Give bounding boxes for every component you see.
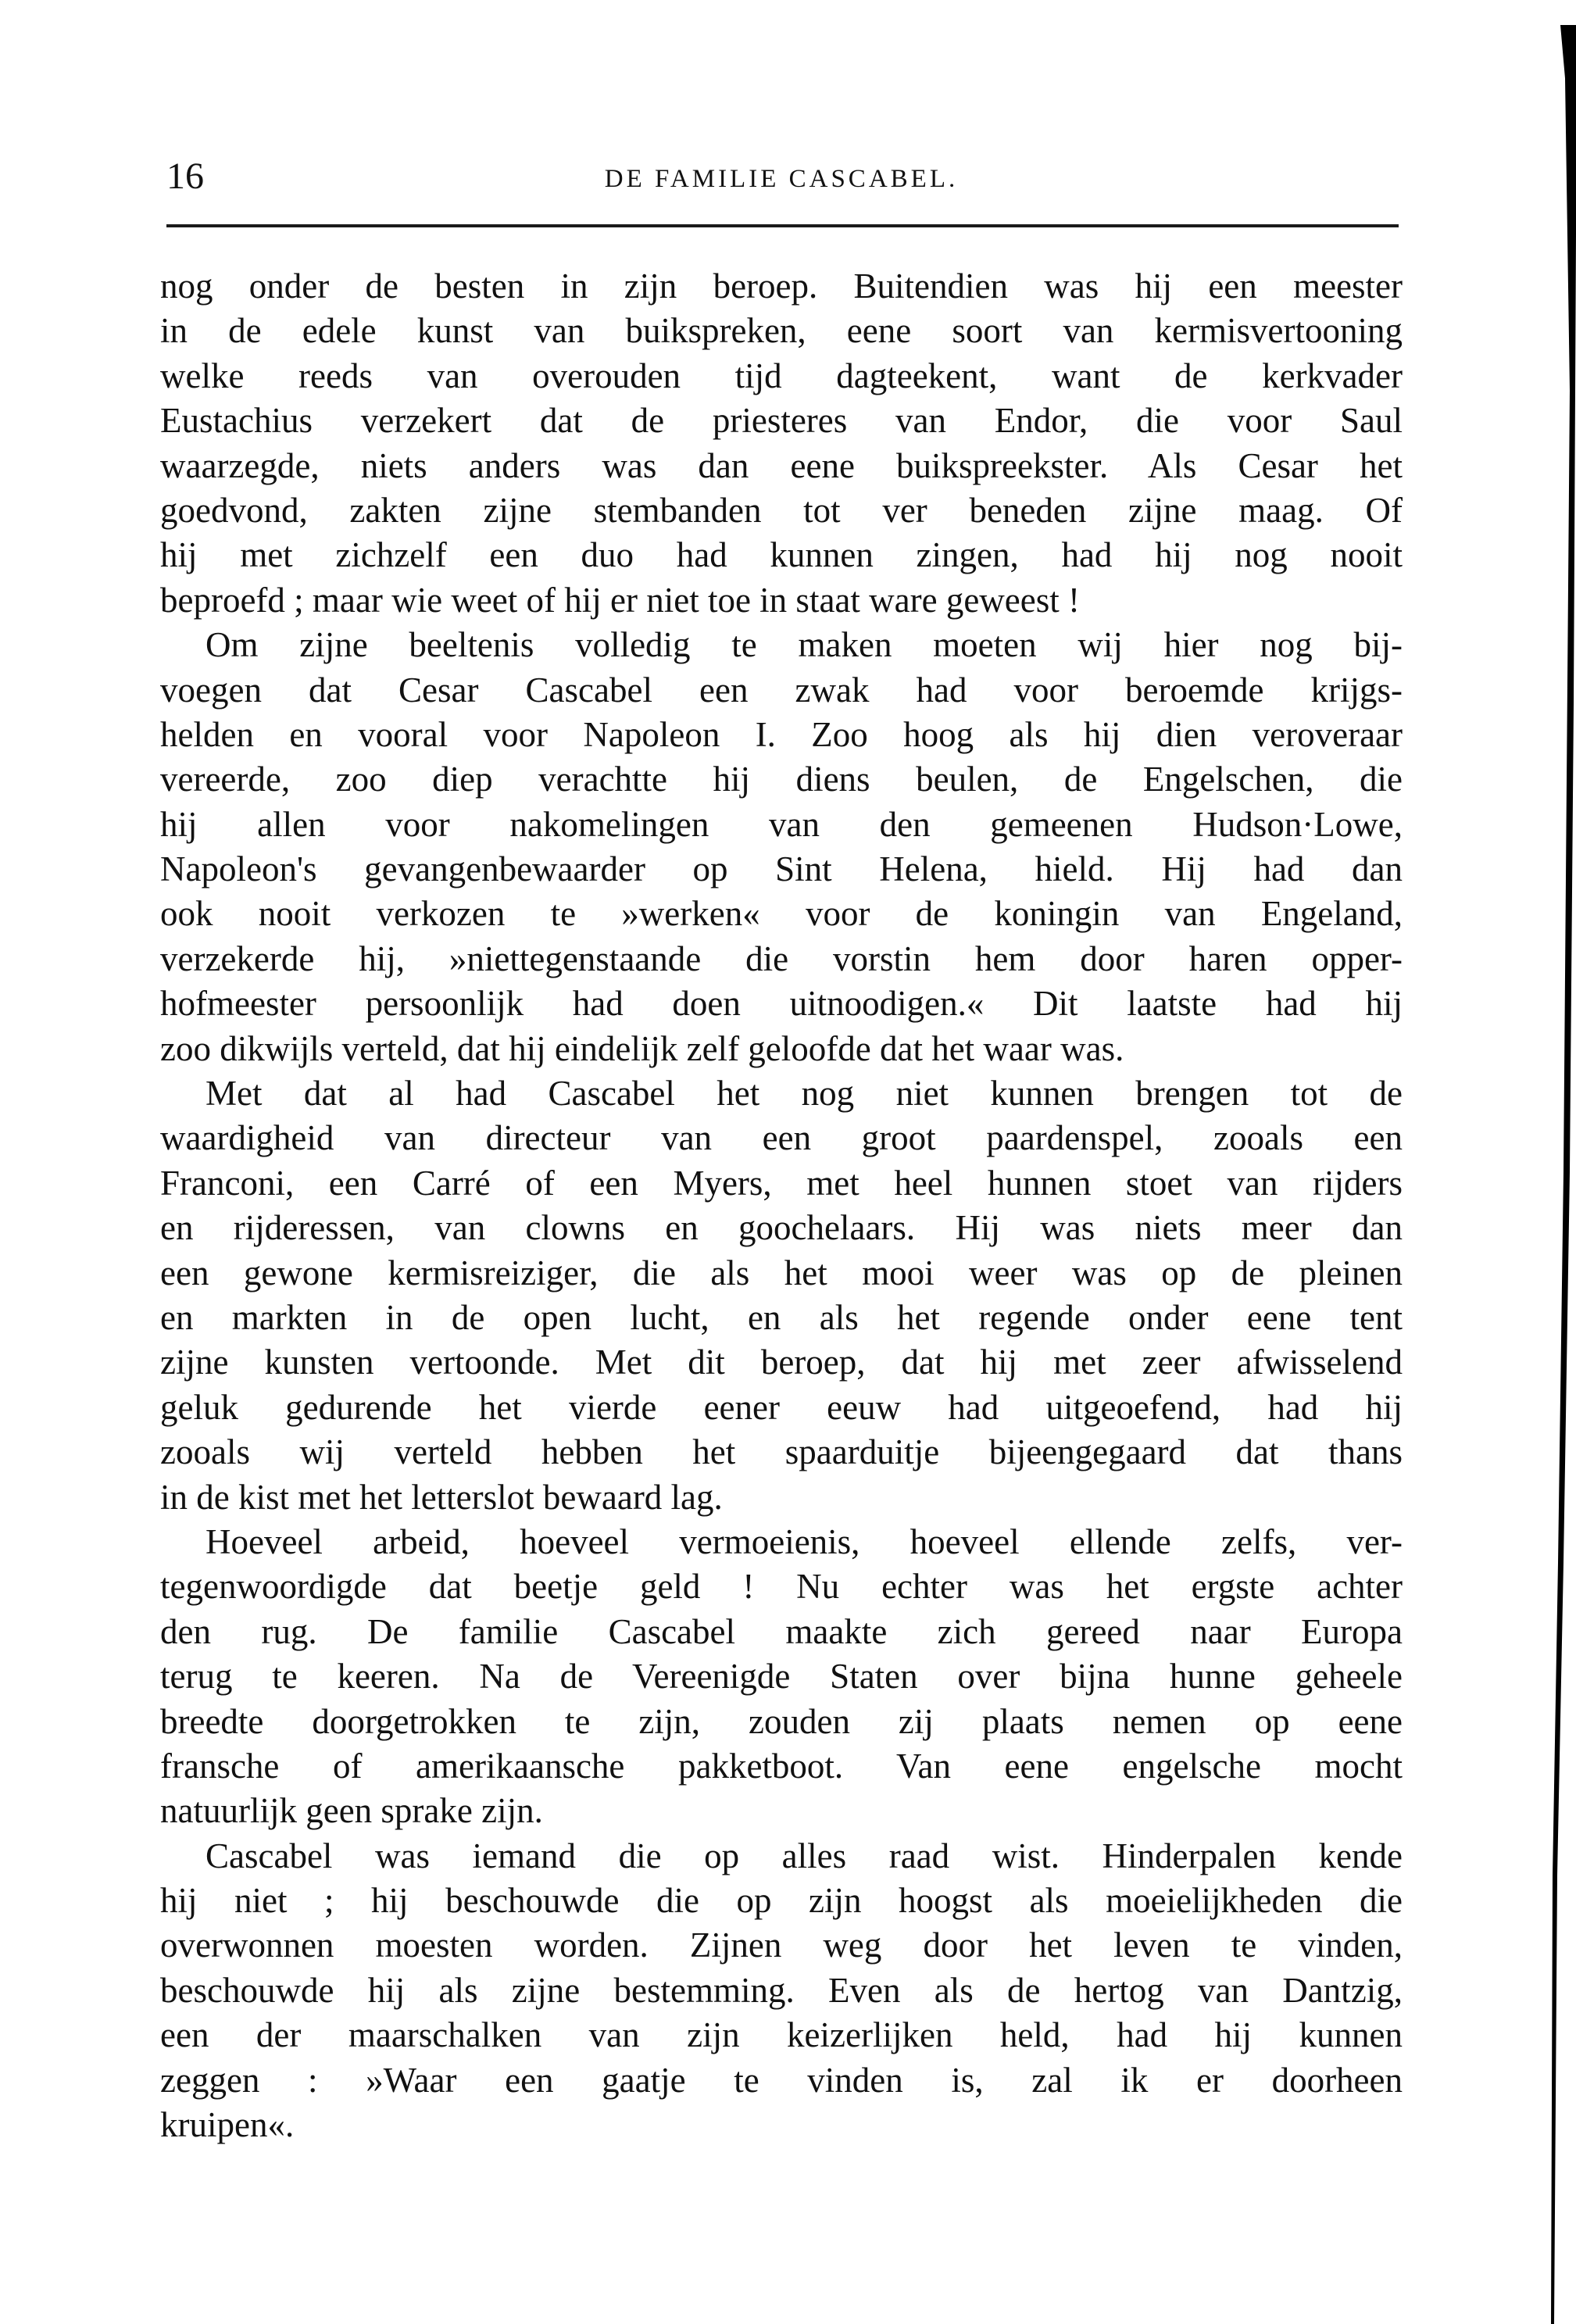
text-line: goedvond, zakten zijne stembanden tot ver beneden zijne maag. Of	[160, 490, 1403, 530]
text-line: welke reeds van overouden tijd dagteekent, want de kerkvader	[160, 356, 1403, 395]
text-line: Eustachius verzekert dat de priesteres van Endor, die voor Saul	[160, 401, 1403, 441]
text-line: een gewone kermisreiziger, die als het mooi weer was op de pleinen	[160, 1253, 1403, 1293]
text-line: Napoleon's gevangenbewaarder op Sint Helena, hield. Hij had dan	[160, 849, 1403, 889]
text-line: voegen dat Cesar Cascabel een zwak had voor beroemde krijgs-	[160, 670, 1403, 710]
text-line: hij allen voor nakomelingen van den gemeenen Hudson·Lowe,	[160, 804, 1403, 844]
text-line: en markten in de open lucht, en als het regende onder eene tent	[160, 1297, 1403, 1337]
text-line: helden en vooral voor Napoleon I. Zoo hoog als hij dien veroveraar	[160, 714, 1403, 754]
text-line: Franconi, een Carré of een Myers, met heel hunnen stoet van rijders	[160, 1163, 1403, 1203]
text-line: in de edele kunst van buikspreken, eene soort van kermisvertooning	[160, 311, 1403, 351]
text-line: terug te keeren. Na de Vereenigde Staten over bijna hunne geheele	[160, 1657, 1403, 1697]
text-line: zeggen : »Waar een gaatje te vinden is, zal ik er doorheen	[160, 2060, 1403, 2100]
text-line: breedte doorgetrokken te zijn, zouden zij plaats nemen op eene	[160, 1701, 1403, 1741]
text-line: kruipen«.	[160, 2105, 295, 2145]
text-line: overwonnen moesten worden. Zijnen weg door het leven te vinden,	[160, 1925, 1403, 1965]
text-line: Om zijne beeltenis volledig te maken moeten wij hier nog bij-	[205, 625, 1403, 665]
text-line: in de kist met het letterslot bewaard lag.	[160, 1477, 723, 1517]
text-line: Met dat al had Cascabel het nog niet kunnen brengen tot de	[205, 1074, 1403, 1114]
text-line: natuurlijk geen sprake zijn.	[160, 1791, 543, 1831]
header-rule	[166, 224, 1399, 227]
text-line: zoo dikwijls verteld, dat hij eindelijk zelf geloofde dat het waar was.	[160, 1028, 1124, 1068]
text-line: zijne kunsten vertoonde. Met dit beroep, dat hij met zeer afwisselend	[160, 1343, 1403, 1382]
text-line: een der maarschalken van zijn keizerlijken held, had hij kunnen	[160, 2015, 1403, 2055]
running-head	[160, 153, 1403, 200]
text-line: nog onder de besten in zijn beroep. Buitendien was hij een meester	[160, 266, 1403, 306]
text-line: hij niet ; hij beschouwde die op zijn hoogst als moeielijkheden die	[160, 1881, 1403, 1921]
text-line: Hoeveel arbeid, hoeveel vermoeienis, hoeveel ellende zelfs, ver-	[205, 1521, 1403, 1561]
text-line: waardigheid van directeur van een groot paardenspel, zooals een	[160, 1118, 1403, 1158]
text-line: hofmeester persoonlijk had doen uitnoodigen.« Dit laatste had hij	[160, 984, 1403, 1024]
text-line: geluk gedurende het vierde eener eeuw had uitgeoefend, had hij	[160, 1387, 1403, 1427]
text-line: den rug. De familie Cascabel maakte zich gereed naar Europa	[160, 1611, 1403, 1651]
text-line: en rijderessen, van clowns en goochelaars. Hij was niets meer dan	[160, 1208, 1403, 1248]
body-text	[160, 264, 1403, 2147]
text-line: tegenwoordigde dat beetje geld ! Nu echter was het ergste achter	[160, 1567, 1403, 1607]
text-line: verzekerde hij, »niettegenstaande die vorstin hem door haren opper-	[160, 939, 1403, 978]
scan-edge-shadow	[1498, 0, 1576, 2324]
text-line: Cascabel was iemand die op alles raad wist. Hinderpalen kende	[205, 1836, 1403, 1875]
text-line: hij met zichzelf een duo had kunnen zingen, had hij nog nooit	[160, 535, 1403, 575]
text-line: fransche of amerikaansche pakketboot. Van eene engelsche mocht	[160, 1746, 1403, 1786]
text-line: beproefd ; maar wie weet of hij er niet toe in staat ware geweest !	[160, 580, 1080, 620]
text-line: waarzegde, niets anders was dan eene buikspreekster. Als Cesar het	[160, 445, 1403, 485]
text-line: zooals wij verteld hebben het spaarduitje bijeengegaard dat thans	[160, 1432, 1403, 1472]
text-line: vereerde, zoo diep verachtte hij diens beulen, de Engelschen, die	[160, 760, 1403, 799]
text-line: beschouwde hij als zijne bestemming. Even als de hertog van Dantzig,	[160, 1970, 1403, 2010]
text-line: ook nooit verkozen te »werken« voor de koningin van Engeland,	[160, 894, 1403, 934]
page-number: 16	[166, 156, 204, 197]
running-title: DE FAMILIE CASCABEL.	[604, 165, 959, 193]
